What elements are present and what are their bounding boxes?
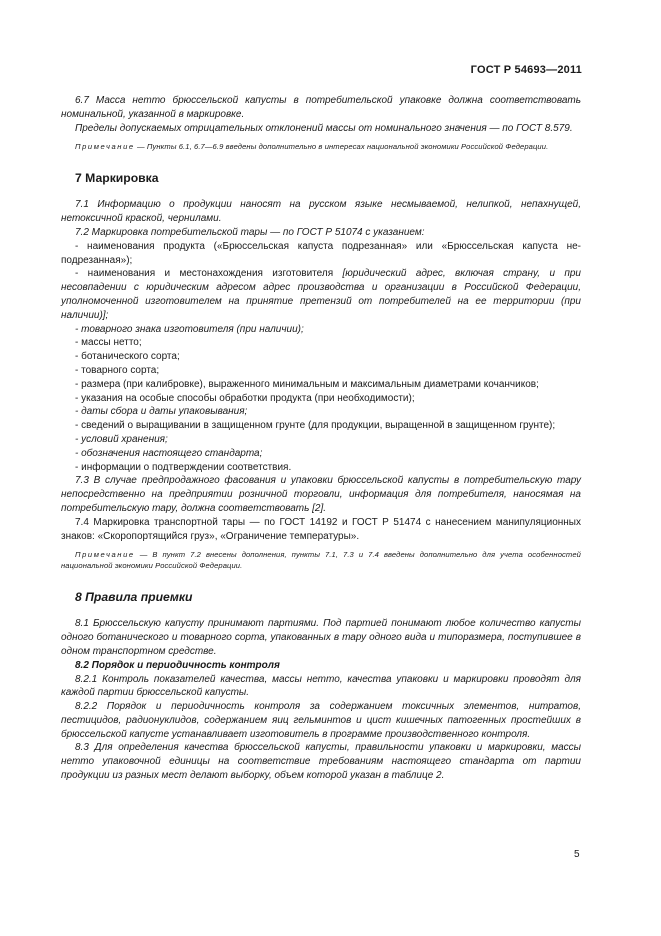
list-item: - наименования продукта («Брюссельская капуста подрезанная» или «Брюссельская капуста неподрезанная»); bbox=[61, 240, 581, 266]
section-7-heading: 7 Маркировка bbox=[75, 171, 159, 186]
list-item: - условий хранения; bbox=[75, 433, 168, 445]
list-item: - даты сбора и даты упаковывания; bbox=[75, 406, 248, 418]
note-text: — В пункт 7.2 внесены дополнения, пункты 7.1, 7.3 и 7.4 введены дополнительно для учета особенностей национальной экономики Российской Федерации. bbox=[61, 550, 581, 571]
note-section-6 bbox=[61, 141, 581, 152]
clause-8-2-heading: 8.2 Порядок и периодичность контроля bbox=[75, 659, 280, 671]
section-8-heading: 8 Правила приемки bbox=[75, 590, 193, 605]
standard-header: ГОСТ Р 54693—2011 bbox=[470, 64, 582, 76]
list-item: - сведений о выращивании в защищенном грунте (для продукции, выращенной в защищенном грунте); bbox=[75, 420, 556, 432]
clause-7-3: 7.3 В случае предпродажного фасования и упаковки брюссельской капусты в потребительскую тару непосредственно на предприятии розничной торговли, информация для потребителя, наносямая на потребительскую тару, должна соответствовать [2]. bbox=[61, 475, 581, 514]
list-item: - ботанического сорта; bbox=[75, 351, 180, 363]
list-item: - товарного знака изготовителя (при наличии); bbox=[75, 323, 304, 335]
clause-8-1: 8.1 Брюссельскую капусту принимают партиями. Под партией понимают любое количество капусты одного ботанического и товарного сорта, упакованных в тару одного вида и типоразмера, поступившее в одном транспортном средстве. bbox=[61, 618, 581, 657]
list-item: - обозначения настоящего стандарта; bbox=[75, 447, 263, 459]
clause-8-3: 8.3 Для определения качества брюссельской капусты, правильности упаковки и маркировки, массы нетто упаковочной единицы на соответствие требованиям настоящего стандарта от партии продукции из разных мест делают выборку, объем которой указан в таблице 2. bbox=[61, 742, 581, 782]
list-item bbox=[61, 267, 581, 322]
clause-7-4: 7.4 Маркировка транспортной тары — по ГОСТ 14192 и ГОСТ Р 51474 с нанесением манипуляционных знаков: «Скоропортящийся груз», «Ограничение температуры». bbox=[61, 516, 581, 542]
note-label: Примечание bbox=[75, 550, 135, 560]
clause-6-7: 6.7 Масса нетто брюссельской капусты в потребительской упаковке должна соответствовать номинальной, указанной в маркировке. bbox=[61, 95, 581, 120]
note-text: — Пункты 6.1, 6.7—6.9 введены дополнительно в интересах национальной экономики Российской Федерации. bbox=[134, 142, 549, 152]
list-item: - массы нетто; bbox=[75, 337, 142, 349]
note-section-7 bbox=[61, 549, 581, 571]
clause-6-7-tolerance: Пределы допускаемых отрицательных отклонений массы от номинального значения — по ГОСТ 8.579. bbox=[75, 122, 573, 134]
list-item: - указания на особые способы обработки продукта (при необходимости); bbox=[75, 392, 415, 404]
clause-7-1: 7.1 Информацию о продукции наносят на русском языке несмываемой, нелипкой, непахнущей, нетоксичной краской, чернилами. bbox=[61, 199, 581, 225]
clause-8-2-2: 8.2.2 Порядок и периодичность контроля за содержанием токсичных элементов, нитратов, пестицидов, радионуклидов, содержанием яиц гельминтов и цист кишечных патогенных простейших в брюссельской капусте устанавливает изготовитель в программе производственного контроля. bbox=[61, 701, 581, 740]
list-item-text: - наименования и местонахождения изготовителя bbox=[75, 268, 343, 280]
page-number: 5 bbox=[574, 849, 580, 860]
document-body bbox=[61, 94, 581, 783]
clause-7-2: 7.2 Маркировка потребительской тары — по ГОСТ Р 51074 с указанием: bbox=[75, 226, 425, 238]
list-item-italic-text: [юридический адрес, включая страну, и при несовпадении с юридическим адресом адрес производства и организации в Российской Федерации, уполномоченной изготовителем на принятие претензий от потребителей на ее территории (при наличии)]; bbox=[61, 268, 581, 321]
note-label: Примечание bbox=[75, 142, 135, 152]
clause-8-2-1: 8.2.1 Контроль показателей качества, массы нетто, качества упаковки и маркировки проводят для каждой партии брюссельской капусты. bbox=[61, 673, 581, 699]
list-item: - товарного сорта; bbox=[75, 364, 160, 376]
list-item: - информации о подтверждении соответствия. bbox=[75, 461, 292, 473]
list-item: - размера (при калибровке), выраженного минимальным и максимальным диаметрами кочанчиков; bbox=[75, 378, 539, 390]
